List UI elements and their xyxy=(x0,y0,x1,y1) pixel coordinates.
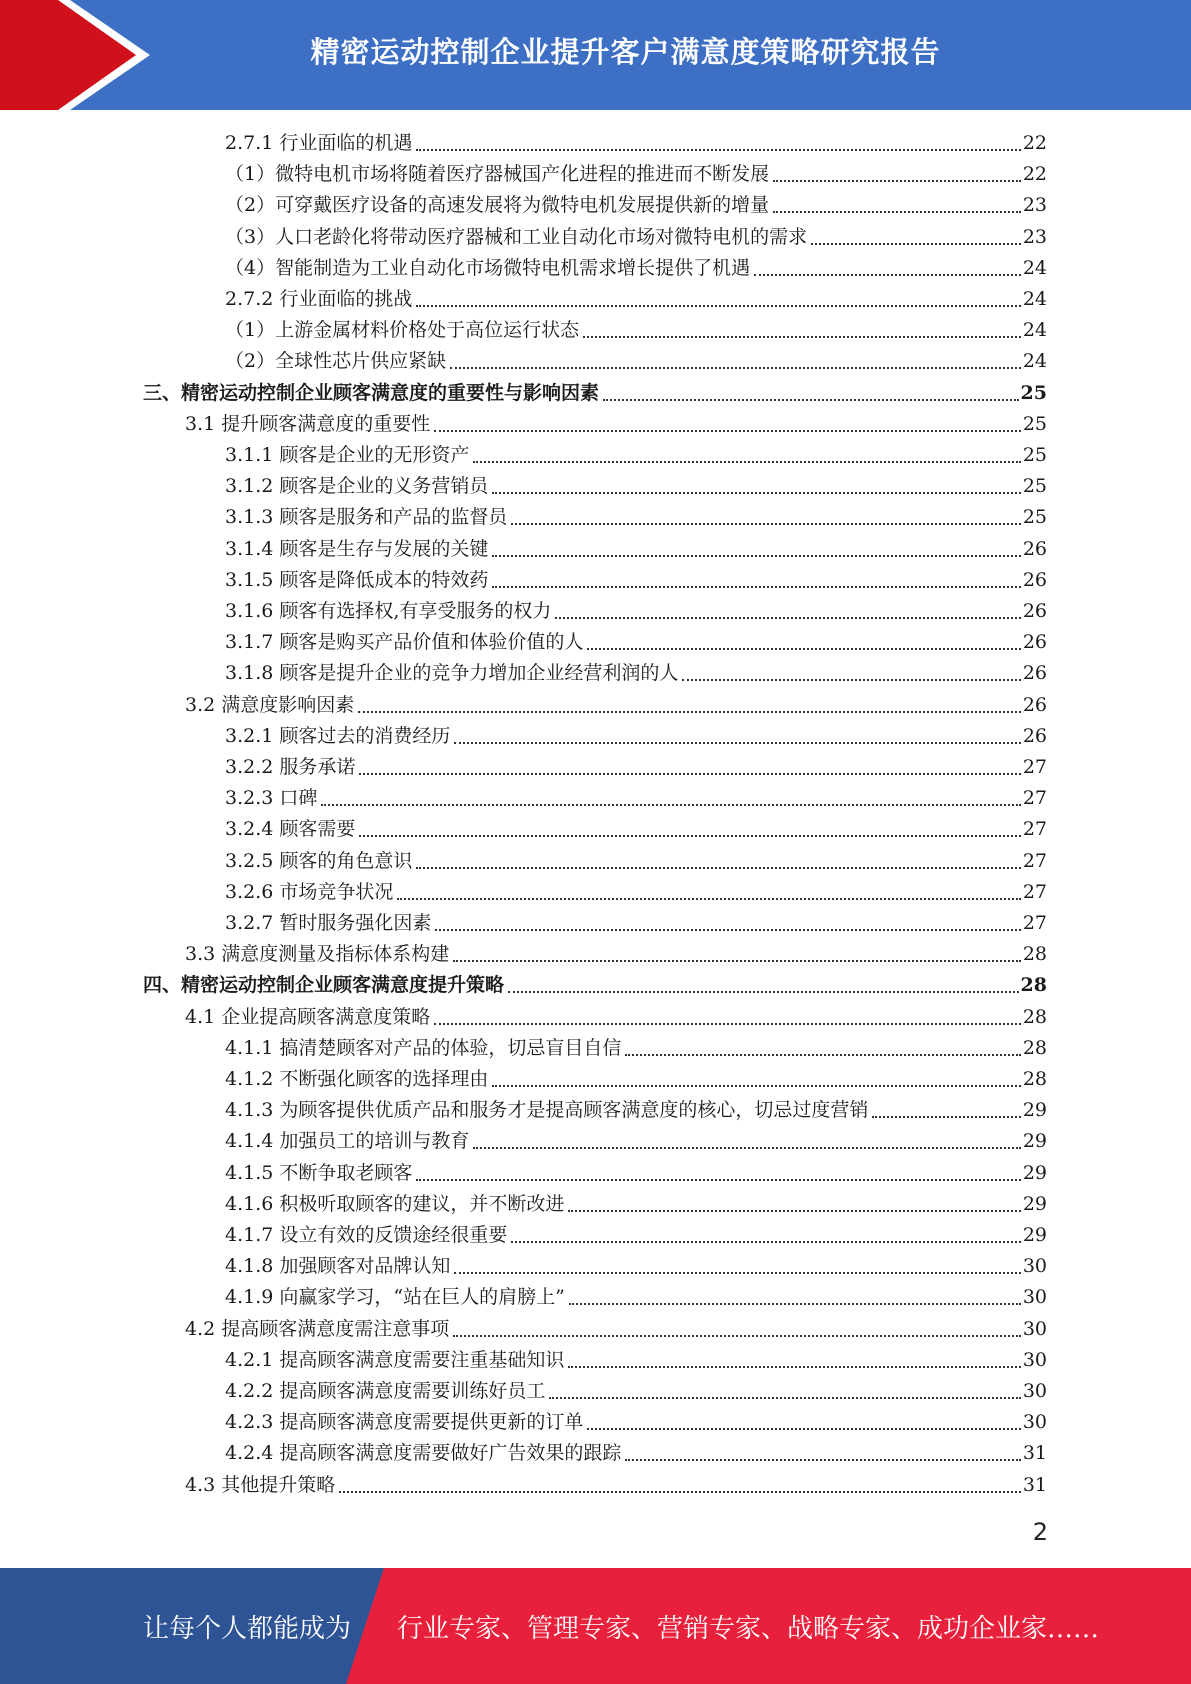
toc-entry[interactable] xyxy=(225,908,1047,939)
toc-entry-title: （1）微特电机市场将随着医疗器械国产化进程的推进而不断发展 xyxy=(225,163,770,186)
toc-dot-leader xyxy=(872,1116,1020,1118)
toc-entry[interactable] xyxy=(225,534,1047,565)
toc-dot-leader xyxy=(492,586,1020,588)
toc-entry-title: 4.2.2 提高顾客满意度需要训练好员工 xyxy=(225,1380,546,1402)
toc-entry-page: 26 xyxy=(1022,568,1047,591)
toc-entry-page: 31 xyxy=(1022,1473,1047,1496)
toc-entry[interactable] xyxy=(225,1407,1047,1438)
toc-entry[interactable] xyxy=(185,690,1047,721)
toc-entry-title: 4.1.6 积极听取顾客的建议，并不断改进 xyxy=(225,1192,565,1215)
toc-dot-leader xyxy=(454,742,1020,744)
toc-entry[interactable] xyxy=(225,159,1047,190)
toc-entry-title: 4.1.7 设立有效的反馈途经很重要 xyxy=(225,1224,508,1246)
toc-dot-leader xyxy=(416,1179,1020,1181)
toc-dot-leader xyxy=(359,835,1020,837)
toc-entry-page: 27 xyxy=(1022,912,1047,934)
toc-entry-page: 25 xyxy=(1020,381,1047,404)
page-header xyxy=(0,0,1191,110)
toc-dot-leader xyxy=(811,243,1021,245)
toc-entry-page: 27 xyxy=(1022,818,1047,841)
toc-entry-page: 24 xyxy=(1022,350,1047,373)
toc-entry[interactable] xyxy=(225,1189,1047,1220)
toc-entry-title: 3.1.4 顾客是生存与发展的关键 xyxy=(225,537,489,560)
toc-entry[interactable] xyxy=(225,627,1047,658)
toc-entry-title: 3.2.3 口碑 xyxy=(225,787,318,810)
toc-entry[interactable] xyxy=(225,1376,1047,1407)
toc-entry-title: 2.7.1 行业面临的机遇 xyxy=(225,132,413,154)
toc-entry-page: 26 xyxy=(1022,724,1047,747)
toc-entry[interactable] xyxy=(225,658,1047,689)
toc-dot-leader xyxy=(773,180,1021,182)
toc-dot-leader xyxy=(492,492,1020,494)
toc-entry-title: （2）可穿戴医疗设备的高速发展将为微特电机发展提供新的增量 xyxy=(225,194,770,217)
toc-dot-leader xyxy=(453,960,1021,962)
toc-dot-leader xyxy=(603,399,1019,401)
toc-entry-page: 27 xyxy=(1022,849,1047,872)
toc-entry-page: 27 xyxy=(1022,880,1047,903)
toc-entry-page: 24 xyxy=(1022,288,1047,310)
toc-entry-title: 3.2.6 市场竞争状况 xyxy=(225,880,394,903)
toc-dot-leader xyxy=(492,1085,1020,1087)
toc-dot-leader xyxy=(358,711,1021,713)
toc-entry[interactable] xyxy=(225,1282,1047,1313)
footer-slogan-left: 让每个人都能成为 xyxy=(143,1613,352,1644)
toc-entry-title: 3.2.5 顾客的角色意识 xyxy=(225,849,413,872)
toc-dot-leader xyxy=(773,211,1021,213)
toc-entry-title: 3.1.2 顾客是企业的义务营销员 xyxy=(225,475,489,498)
toc-entry-title: 2.7.2 行业面临的挑战 xyxy=(225,288,413,310)
toc-dot-leader xyxy=(555,617,1020,619)
toc-entry-page: 29 xyxy=(1022,1161,1047,1184)
toc-entry-page: 25 xyxy=(1022,412,1047,435)
toc-entry[interactable] xyxy=(225,128,1047,159)
toc-entry-title: （1）上游金属材料价格处于高位运行状态 xyxy=(225,319,580,342)
toc-entry-page: 26 xyxy=(1022,631,1047,654)
toc-dot-leader xyxy=(397,898,1020,900)
toc-entry-page: 28 xyxy=(1022,1068,1047,1090)
toc-dot-leader xyxy=(625,1054,1020,1056)
toc-dot-leader xyxy=(434,1023,1021,1025)
toc-dot-leader xyxy=(473,1147,1020,1149)
toc-entry-page: 30 xyxy=(1022,1380,1047,1402)
toc-entry-title: 4.3 其他提升策略 xyxy=(185,1473,336,1496)
toc-dot-leader xyxy=(568,1210,1020,1212)
toc-dot-leader xyxy=(754,274,1021,276)
toc-entry-title: 四、精密运动控制企业顾客满意度提升策略 xyxy=(143,974,505,997)
toc-entry-page: 28 xyxy=(1020,974,1047,997)
toc-entry-page: 25 xyxy=(1022,444,1047,466)
toc-entry[interactable] xyxy=(225,596,1047,627)
toc-entry-title: 4.2.3 提高顾客满意度需要提供更新的订单 xyxy=(225,1411,584,1434)
toc-dot-leader xyxy=(321,804,1020,806)
toc-entry-page: 26 xyxy=(1022,662,1047,685)
toc-entry-page: 22 xyxy=(1022,163,1047,186)
toc-dot-leader xyxy=(416,305,1020,307)
toc-dot-leader xyxy=(568,1366,1020,1368)
toc-entry-title: 4.1 企业提高顾客满意度策略 xyxy=(185,1005,431,1028)
toc-entry[interactable] xyxy=(143,378,1047,409)
toc-entry[interactable] xyxy=(225,222,1047,253)
page-footer xyxy=(0,1568,1191,1684)
toc-entry-title: 4.1.1 搞清楚顾客对产品的体验，切忌盲目自信 xyxy=(225,1036,622,1059)
toc-entry-title: 4.1.4 加强员工的培训与教育 xyxy=(225,1130,470,1153)
toc-entry-page: 28 xyxy=(1022,943,1047,966)
toc-entry[interactable] xyxy=(225,190,1047,221)
toc-entry[interactable] xyxy=(225,1064,1047,1095)
toc-entry-title: 3.1.1 顾客是企业的无形资产 xyxy=(225,444,470,466)
toc-entry[interactable] xyxy=(225,471,1047,502)
toc-entry-page: 28 xyxy=(1022,1036,1047,1059)
toc-entry-title: 3.1.7 顾客是购买产品价值和体验价值的人 xyxy=(225,631,584,654)
toc-entry-title: 三、精密运动控制企业顾客满意度的重要性与影响因素 xyxy=(143,381,600,404)
toc-entry-title: 4.1.3 为顾客提供优质产品和服务才是提高顾客满意度的核心，切忌过度营销 xyxy=(225,1099,869,1122)
toc-entry[interactable] xyxy=(185,1314,1047,1345)
toc-entry-page: 22 xyxy=(1022,132,1047,154)
toc-entry[interactable] xyxy=(225,752,1047,783)
toc-entry-title: 3.2 满意度影响因素 xyxy=(185,693,355,716)
toc-entry-page: 24 xyxy=(1022,256,1047,279)
toc-dot-leader xyxy=(511,523,1020,525)
toc-entry-page: 30 xyxy=(1022,1255,1047,1278)
toc-dot-leader xyxy=(416,867,1020,869)
toc-entry[interactable] xyxy=(225,253,1047,284)
toc-entry[interactable] xyxy=(143,970,1047,1001)
toc-entry[interactable] xyxy=(225,877,1047,908)
toc-entry[interactable] xyxy=(225,1095,1047,1126)
toc-entry-page: 30 xyxy=(1022,1348,1047,1371)
toc-entry[interactable] xyxy=(225,1126,1047,1157)
toc-entry[interactable] xyxy=(185,939,1047,970)
toc-dot-leader xyxy=(583,336,1021,338)
toc-dot-leader xyxy=(450,367,1021,369)
toc-dot-leader xyxy=(569,1303,1021,1305)
toc-entry-page: 28 xyxy=(1022,1005,1047,1028)
toc-entry-title: 4.1.5 不断争取老顾客 xyxy=(225,1161,413,1184)
page-number: 2 xyxy=(1032,1518,1048,1546)
toc-entry-page: 23 xyxy=(1022,194,1047,217)
toc-entry-page: 29 xyxy=(1022,1192,1047,1215)
toc-entry-title: 4.2.1 提高顾客满意度需要注重基础知识 xyxy=(225,1348,565,1371)
toc-entry-title: 3.1.8 顾客是提升企业的竞争力增加企业经营利润的人 xyxy=(225,662,679,685)
toc-entry-page: 25 xyxy=(1022,506,1047,529)
toc-dot-leader xyxy=(434,430,1021,432)
toc-dot-leader xyxy=(453,1335,1021,1337)
toc-entry-page: 29 xyxy=(1022,1130,1047,1153)
toc-dot-leader xyxy=(587,648,1020,650)
toc-entry-page: 30 xyxy=(1022,1286,1047,1309)
toc-entry-page: 26 xyxy=(1022,693,1047,716)
toc-entry-page: 31 xyxy=(1022,1442,1047,1465)
toc-entry[interactable] xyxy=(225,315,1047,346)
toc-entry-title: 3.2.2 服务承诺 xyxy=(225,756,356,778)
toc-dot-leader xyxy=(587,1428,1020,1430)
toc-dot-leader xyxy=(416,149,1020,151)
toc-entry[interactable] xyxy=(225,846,1047,877)
toc-dot-leader xyxy=(339,1491,1021,1493)
toc-entry-page: 27 xyxy=(1022,787,1047,810)
toc-entry-page: 23 xyxy=(1022,225,1047,248)
toc-entry-title: （3）人口老龄化将带动医疗器械和工业自动化市场对微特电机的需求 xyxy=(225,225,808,248)
toc-dot-leader xyxy=(508,991,1019,993)
toc-entry[interactable] xyxy=(225,1251,1047,1282)
toc-entry[interactable] xyxy=(225,1220,1047,1251)
toc-dot-leader xyxy=(454,1272,1020,1274)
toc-entry[interactable] xyxy=(225,502,1047,533)
toc-entry-title: 3.1 提升顾客满意度的重要性 xyxy=(185,412,431,435)
toc-entry-title: 4.1.2 不断强化顾客的选择理由 xyxy=(225,1068,489,1090)
toc-entry-page: 26 xyxy=(1022,600,1047,622)
toc-entry-title: 4.2.4 提高顾客满意度需要做好广告效果的跟踪 xyxy=(225,1442,622,1465)
toc-dot-leader xyxy=(473,461,1020,463)
toc-entry-title: 3.3 满意度测量及指标体系构建 xyxy=(185,943,450,966)
toc-entry-page: 30 xyxy=(1022,1317,1047,1340)
toc-entry[interactable] xyxy=(185,1470,1047,1501)
toc-entry[interactable] xyxy=(225,721,1047,752)
toc-dot-leader xyxy=(435,929,1020,931)
document-title: 精密运动控制企业提升客户满意度策略研究报告 xyxy=(310,34,941,69)
toc-dot-leader xyxy=(549,1397,1020,1399)
toc-entry[interactable] xyxy=(225,1033,1047,1064)
toc-entry[interactable] xyxy=(225,284,1047,315)
toc-dot-leader xyxy=(682,679,1020,681)
toc-entry-page: 24 xyxy=(1022,319,1047,342)
toc-entry[interactable] xyxy=(185,1002,1047,1033)
toc-dot-leader xyxy=(359,773,1020,775)
toc-entry-page: 29 xyxy=(1022,1099,1047,1122)
toc-entry-title: 4.2 提高顾客满意度需注意事项 xyxy=(185,1317,450,1340)
toc-dot-leader xyxy=(511,1241,1020,1243)
toc-entry-title: 3.2.7 暂时服务强化因素 xyxy=(225,912,432,934)
toc-entry-title: 3.1.3 顾客是服务和产品的监督员 xyxy=(225,506,508,529)
toc-entry-title: 3.1.6 顾客有选择权,有享受服务的权力 xyxy=(225,600,552,622)
toc-entry-page: 30 xyxy=(1022,1411,1047,1434)
toc-entry-title: 4.1.9 向赢家学习，“站在巨人的肩膀上” xyxy=(225,1286,565,1309)
toc-entry[interactable] xyxy=(225,1345,1047,1376)
toc-entry[interactable] xyxy=(185,409,1047,440)
toc-entry-title: 3.2.1 顾客过去的消费经历 xyxy=(225,724,451,747)
toc-entry-page: 29 xyxy=(1022,1224,1047,1246)
toc-dot-leader xyxy=(625,1459,1020,1461)
toc-entry[interactable] xyxy=(225,1438,1047,1469)
toc-entry[interactable] xyxy=(225,1158,1047,1189)
toc-entry-page: 25 xyxy=(1022,475,1047,498)
toc-entry[interactable] xyxy=(225,440,1047,471)
toc-entry-page: 27 xyxy=(1022,756,1047,778)
toc-entry[interactable] xyxy=(225,814,1047,845)
toc-entry[interactable] xyxy=(225,565,1047,596)
toc-entry-title: （4）智能制造为工业自动化市场微特电机需求增长提供了机遇 xyxy=(225,256,751,279)
toc-entry-title: 3.2.4 顾客需要 xyxy=(225,818,356,841)
toc-dot-leader xyxy=(492,555,1020,557)
footer-slogan-right: 行业专家、管理专家、营销专家、战略专家、成功企业家…… xyxy=(397,1613,1100,1644)
toc-entry[interactable] xyxy=(225,783,1047,814)
toc-entry-title: 3.1.5 顾客是降低成本的特效药 xyxy=(225,568,489,591)
toc-entry-title: （2）全球性芯片供应紧缺 xyxy=(225,350,447,373)
toc-entry-page: 26 xyxy=(1022,537,1047,560)
toc-entry[interactable] xyxy=(225,346,1047,377)
toc-entry-title: 4.1.8 加强顾客对品牌认知 xyxy=(225,1255,451,1278)
